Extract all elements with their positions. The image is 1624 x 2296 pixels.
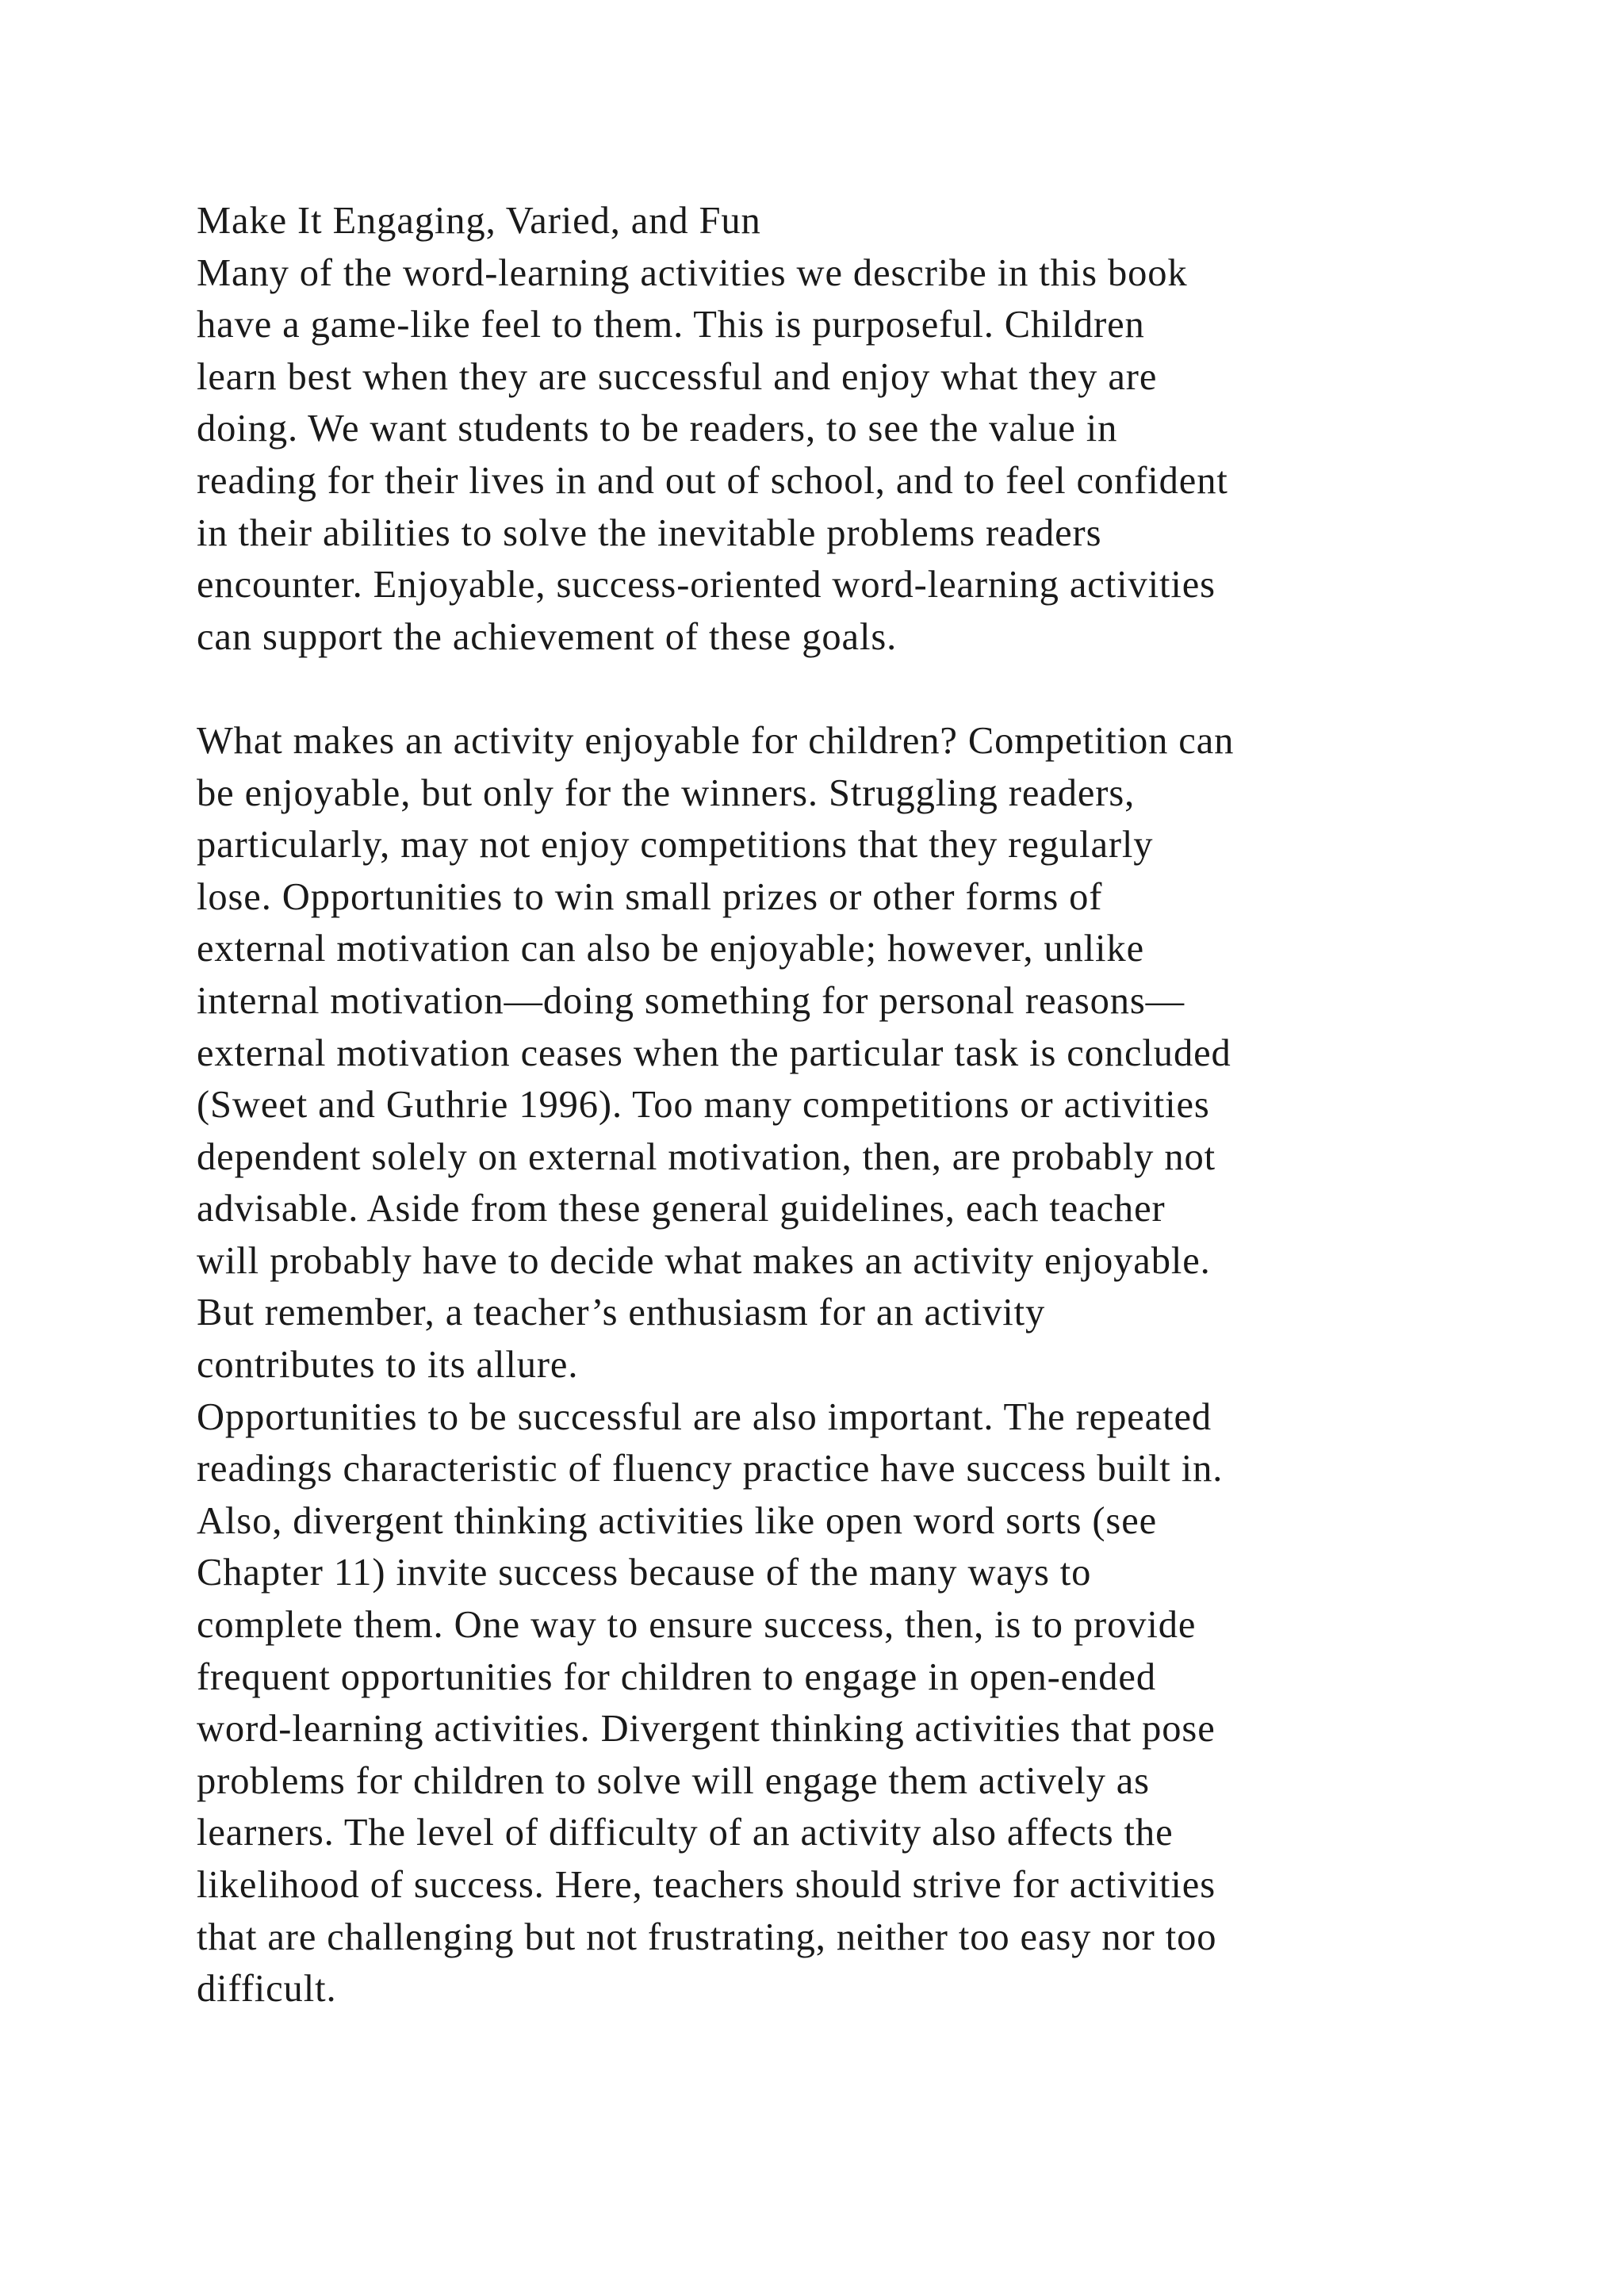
paragraph-line: external motivation can also be enjoyable; however, unlike [197, 928, 1145, 970]
paragraph-line: internal motivation—doing something for personal reasons— [197, 979, 1185, 1022]
paragraph-line: advisable. Aside from these general guidelines, each teacher [197, 1188, 1166, 1230]
paragraph-line: contributes to its allure. [197, 1344, 579, 1387]
paragraph-2 [197, 715, 1561, 1391]
paragraph-spacer [197, 663, 1561, 715]
paragraph-line: external motivation ceases when the particular task is concluded [197, 1031, 1231, 1074]
paragraph-line: doing. We want students to be readers, to see the value in [197, 408, 1118, 450]
paragraph-line: be enjoyable, but only for the winners. Struggling readers, [197, 771, 1136, 814]
paragraph-line: that are challenging but not frustrating, neither too easy nor too [197, 1915, 1217, 1958]
paragraph-line: problems for children to solve will engage them actively as [197, 1759, 1150, 1802]
paragraph-line: difficult. [197, 1968, 337, 2011]
paragraph-line: (Sweet and Guthrie 1996). Too many competitions or activities [197, 1084, 1210, 1127]
paragraph-line: Chapter 11) invite success because of the many ways to [197, 1552, 1092, 1594]
paragraph-3 [197, 1391, 1561, 2015]
paragraph-line: Many of the word-learning activities we describe in this book [197, 251, 1188, 294]
paragraph-line: lose. Opportunities to win small prizes or other forms of [197, 875, 1103, 918]
paragraph-line: Also, divergent thinking activities like open word sorts (see [197, 1499, 1158, 1542]
paragraph-line: learn best when they are successful and enjoy what they are [197, 355, 1158, 398]
paragraph-line: What makes an activity enjoyable for children? Competition can [197, 719, 1235, 762]
paragraph-line: reading for their lives in and out of school, and to feel confident [197, 459, 1228, 502]
paragraph-line: learners. The level of difficulty of an activity also affects the [197, 1812, 1174, 1854]
section-title: Make It Engaging, Varied, and Fun [197, 200, 761, 242]
paragraph-line: But remember, a teacher’s enthusiasm for an activity [197, 1292, 1046, 1334]
paragraph-line: readings characteristic of fluency practice have success built in. [197, 1448, 1224, 1490]
paragraph-line: Opportunities to be successful are also important. The repeated [197, 1395, 1212, 1438]
document-body [197, 195, 1561, 2015]
paragraph-line: word-learning activities. Divergent thinking activities that pose [197, 1708, 1216, 1751]
paragraph-line: particularly, may not enjoy competitions that they regularly [197, 824, 1154, 867]
paragraph-line: frequent opportunities for children to engage in open-ended [197, 1655, 1156, 1698]
paragraph-line: encounter. Enjoyable, success-oriented word-learning activities [197, 564, 1216, 607]
paragraph-1 [197, 247, 1561, 664]
paragraph-line: in their abilities to solve the inevitable problems readers [197, 511, 1102, 554]
paragraph-line: have a game-like feel to them. This is purposeful. Children [197, 304, 1145, 346]
paragraph-line: dependent solely on external motivation, then, are probably not [197, 1135, 1216, 1178]
paragraph-line: will probably have to decide what makes an activity enjoyable. [197, 1239, 1211, 1282]
paragraph-line: can support the achievement of these goals. [197, 615, 898, 658]
paragraph-line: complete them. One way to ensure success, then, is to provide [197, 1604, 1197, 1647]
paragraph-line: likelihood of success. Here, teachers should strive for activities [197, 1864, 1216, 1906]
